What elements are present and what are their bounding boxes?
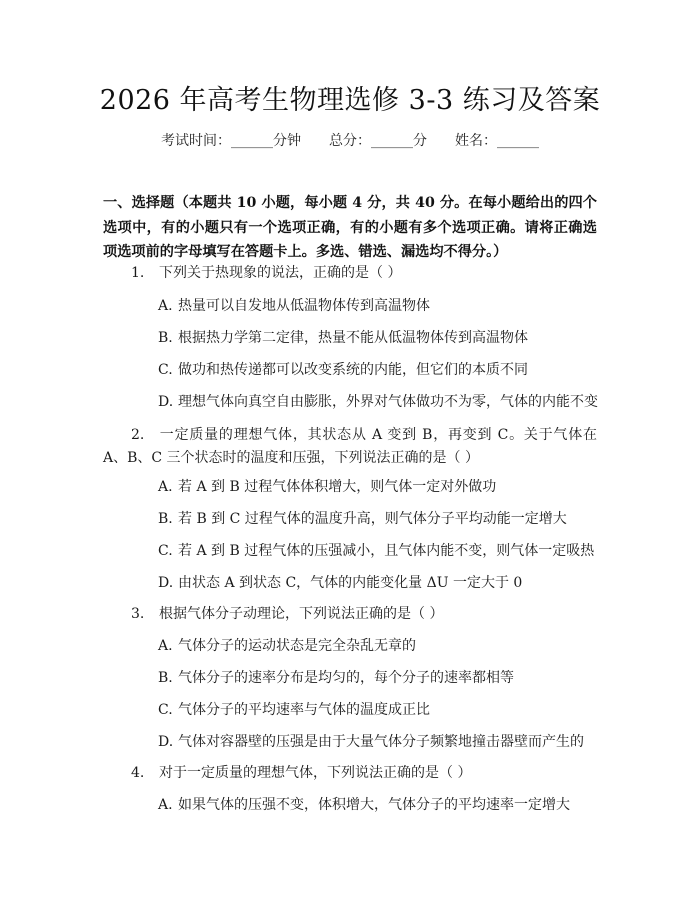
question-2-option-b — [158, 509, 598, 529]
option-text: 根据热力学第二定律，热量不能从低温物体传到高温物体 — [178, 330, 528, 346]
score-blank: ______ — [371, 133, 413, 149]
question-1-option-b — [158, 328, 598, 348]
option-letter: C. — [158, 702, 173, 718]
question-number: 4. — [131, 765, 145, 781]
option-letter: B. — [158, 670, 173, 686]
option-text: 气体分子的速率分布是均匀的，每个分子的速率都相等 — [178, 670, 514, 686]
question-text: 下列关于热现象的说法，正确的是（ ） — [159, 265, 402, 281]
question-3-option-c — [158, 700, 598, 720]
question-number: 1. — [131, 265, 145, 281]
name-label: 姓名： — [455, 133, 497, 149]
question-text: 对于一定质量的理想气体，下列说法正确的是（ ） — [159, 765, 472, 781]
score-unit: 分 — [413, 133, 427, 149]
option-letter: D. — [158, 394, 174, 410]
option-letter: A. — [158, 298, 173, 314]
option-letter: A. — [158, 638, 173, 654]
time-label: 考试时间： — [161, 133, 231, 149]
question-3-option-a — [158, 636, 598, 656]
option-letter: A. — [158, 479, 173, 495]
exam-info-line — [0, 130, 700, 150]
question-text: 一定质量的理想气体，其状态从 A 变到 B，再变到 C。关于气体在 A、B、C 三个状态时的温度和压强，下列说法正确的是（ ） — [103, 427, 597, 466]
option-text: 若 A 到 B 过程气体体积增大，则气体一定对外做功 — [178, 479, 497, 495]
option-text: 气体对容器壁的压强是由于大量气体分子频繁地撞击器壁而产生的 — [178, 734, 584, 750]
question-1-option-c — [158, 360, 598, 380]
option-letter: A. — [158, 797, 173, 813]
option-letter: D. — [158, 734, 174, 750]
question-1-option-d — [158, 392, 598, 412]
option-text: 热量可以自发地从低温物体传到高温物体 — [178, 298, 430, 314]
question-2-option-c — [158, 541, 598, 561]
question-2-option-d — [158, 573, 598, 593]
question-2-option-a — [158, 477, 598, 497]
option-letter: B. — [158, 330, 173, 346]
option-letter: D. — [158, 575, 174, 591]
time-blank: ______ — [231, 133, 273, 149]
section-heading: 一、选择题（本题共 10 小题，每小题 4 分，共 40 分。在每小题给出的四个选项中，有的小题只有一个选项正确，有的小题有多个选项正确。请将正确选项选项前的字母填写在答题卡上。多选、错选、漏选均不得分。） — [103, 195, 597, 260]
option-text: 由状态 A 到状态 C，气体的内能变化量 ΔU 一定大于 0 — [178, 575, 523, 591]
name-blank: ______ — [497, 133, 539, 149]
question-3-option-b — [158, 668, 598, 688]
question-3-option-d — [158, 732, 598, 752]
question-3-stem — [103, 603, 597, 626]
question-1-stem — [103, 262, 597, 285]
question-4-stem — [103, 762, 597, 785]
option-letter: C. — [158, 362, 173, 378]
option-letter: B. — [158, 511, 173, 527]
question-2-stem — [103, 424, 597, 470]
option-letter: C. — [158, 543, 173, 559]
question-number: 3. — [131, 606, 145, 622]
score-label: 总分： — [329, 133, 371, 149]
question-text: 根据气体分子动理论，下列说法正确的是（ ） — [159, 606, 444, 622]
option-text: 做功和热传递都可以改变系统的内能，但它们的本质不同 — [178, 362, 528, 378]
option-text: 若 B 到 C 过程气体的温度升高，则气体分子平均动能一定增大 — [178, 511, 567, 527]
option-text: 理想气体向真空自由膨胀，外界对气体做功不为零，气体的内能不变 — [178, 394, 598, 410]
page-title: 2026 年高考生物理选修 3-3 练习及答案 — [99, 85, 601, 116]
question-4-option-a — [158, 795, 598, 815]
option-text: 如果气体的压强不变，体积增大，气体分子的平均速率一定增大 — [178, 797, 570, 813]
option-text: 若 A 到 B 过程气体的压强减小，且气体内能不变，则气体一定吸热 — [178, 543, 595, 559]
time-unit: 分钟 — [273, 133, 301, 149]
option-text: 气体分子的平均速率与气体的温度成正比 — [178, 702, 430, 718]
option-text: 气体分子的运动状态是完全杂乱无章的 — [178, 638, 416, 654]
question-number: 2. — [131, 427, 145, 443]
question-1-option-a — [158, 296, 598, 316]
